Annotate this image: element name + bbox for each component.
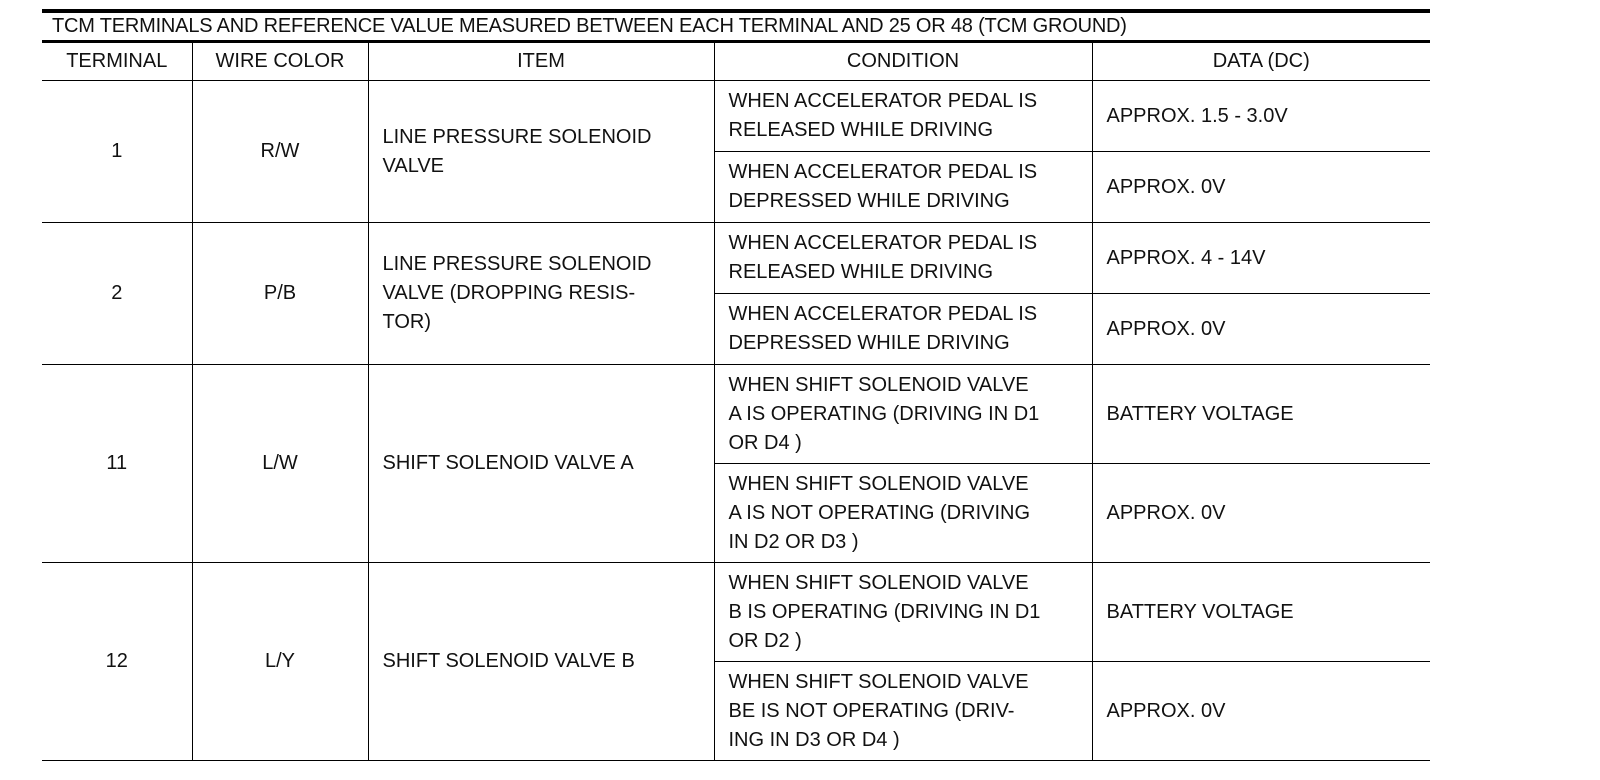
condition-cell: WHEN SHIFT SOLENOID VALVE A IS NOT OPERATING (DRIVING IN D2 OR D3 ) xyxy=(714,464,1092,563)
terminal-cell: 12 xyxy=(42,563,192,761)
item-cell: LINE PRESSURE SOLENOID VALVE (DROPPING RESIS- TOR) xyxy=(368,223,714,365)
condition-cell: WHEN SHIFT SOLENOID VALVE A IS OPERATING (DRIVING IN D1 OR D4 ) xyxy=(714,365,1092,464)
table-row xyxy=(42,365,1430,464)
condition-cell: WHEN ACCELERATOR PEDAL IS DEPRESSED WHILE DRIVING xyxy=(714,152,1092,223)
data-cell: APPROX. 0V xyxy=(1092,662,1430,761)
header-data: DATA (DC) xyxy=(1092,42,1430,81)
header-item: ITEM xyxy=(368,42,714,81)
data-cell: APPROX. 0V xyxy=(1092,464,1430,563)
condition-cell: WHEN ACCELERATOR PEDAL IS DEPRESSED WHILE DRIVING xyxy=(714,294,1092,365)
terminal-table xyxy=(42,40,1430,761)
terminal-cell: 11 xyxy=(42,365,192,563)
data-cell: APPROX. 4 - 14V xyxy=(1092,223,1430,294)
data-cell: BATTERY VOLTAGE xyxy=(1092,365,1430,464)
terminal-cell: 1 xyxy=(42,81,192,223)
terminal-cell: 2 xyxy=(42,223,192,365)
data-cell: APPROX. 1.5 - 3.0V xyxy=(1092,81,1430,152)
data-cell: APPROX. 0V xyxy=(1092,152,1430,223)
condition-cell: WHEN SHIFT SOLENOID VALVE BE IS NOT OPERATING (DRIV- ING IN D3 OR D4 ) xyxy=(714,662,1092,761)
table-row xyxy=(42,563,1430,662)
wire-color-cell: P/B xyxy=(192,223,368,365)
table-title: TCM TERMINALS AND REFERENCE VALUE MEASURED BETWEEN EACH TERMINAL AND 25 OR 48 (TCM GROUND) xyxy=(52,15,1127,37)
header-row xyxy=(42,42,1430,81)
header-wire-color: WIRE COLOR xyxy=(192,42,368,81)
header-condition: CONDITION xyxy=(714,42,1092,81)
wire-color-cell: R/W xyxy=(192,81,368,223)
table-row xyxy=(42,81,1430,152)
wire-color-cell: L/Y xyxy=(192,563,368,761)
condition-cell: WHEN ACCELERATOR PEDAL IS RELEASED WHILE DRIVING xyxy=(714,223,1092,294)
condition-cell: WHEN SHIFT SOLENOID VALVE B IS OPERATING (DRIVING IN D1 OR D2 ) xyxy=(714,563,1092,662)
data-cell: BATTERY VOLTAGE xyxy=(1092,563,1430,662)
condition-cell: WHEN ACCELERATOR PEDAL IS RELEASED WHILE DRIVING xyxy=(714,81,1092,152)
item-cell: LINE PRESSURE SOLENOID VALVE xyxy=(368,81,714,223)
wire-color-cell: L/W xyxy=(192,365,368,563)
table-row xyxy=(42,223,1430,294)
data-cell: APPROX. 0V xyxy=(1092,294,1430,365)
terminal-reference-table-section xyxy=(42,9,1430,761)
item-cell: SHIFT SOLENOID VALVE A xyxy=(368,365,714,563)
header-terminal: TERMINAL xyxy=(42,42,192,81)
item-cell: SHIFT SOLENOID VALVE B xyxy=(368,563,714,761)
